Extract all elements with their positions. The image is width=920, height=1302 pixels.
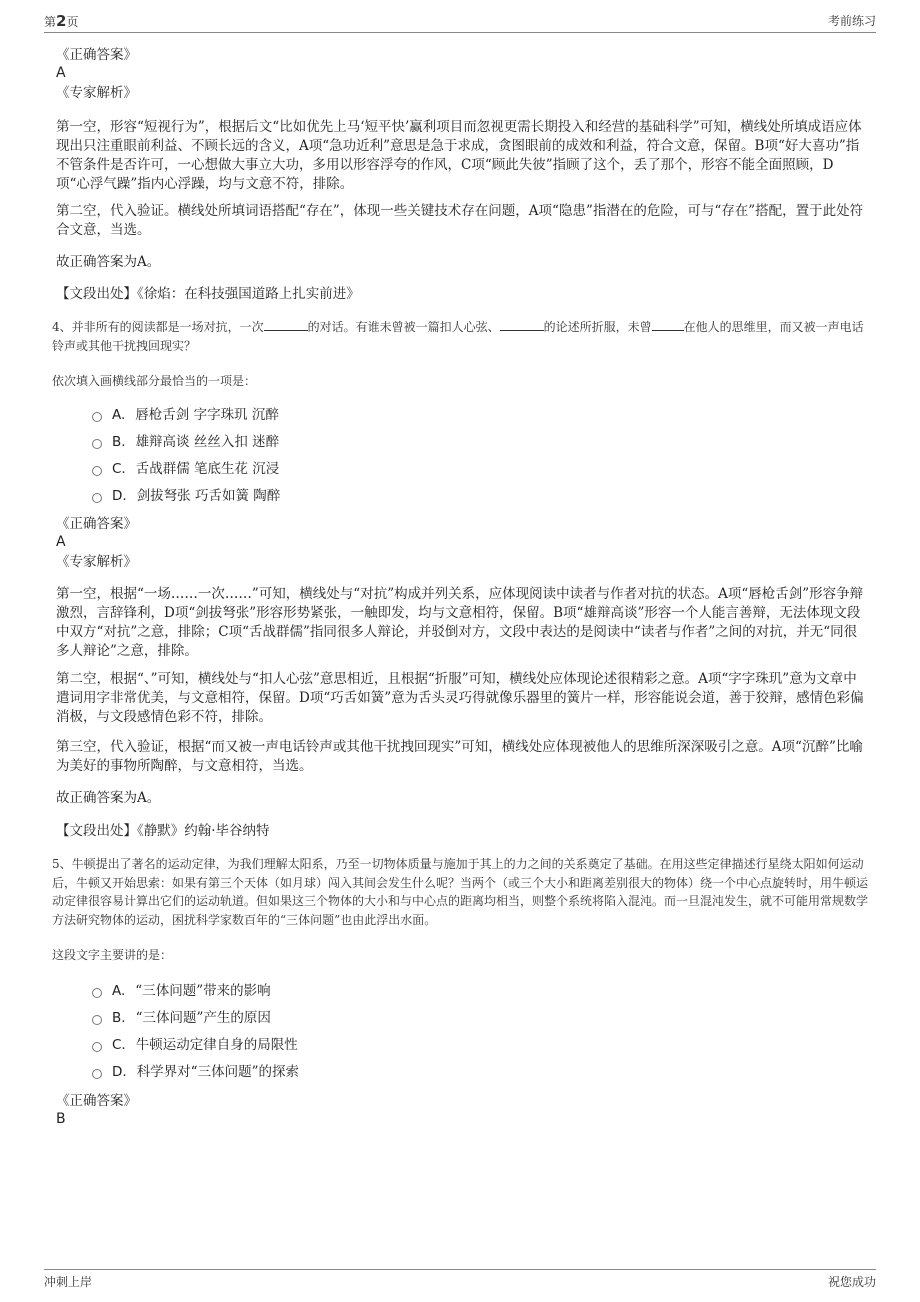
header-right-text: 考前练习 bbox=[827, 14, 876, 28]
option-c[interactable]: C. 牛顿运动定律自身的局限性 bbox=[92, 1035, 298, 1055]
footer-left-text: 冲刺上岸 bbox=[44, 1275, 93, 1289]
correct-answer-value: A bbox=[56, 534, 66, 550]
radio-icon[interactable] bbox=[92, 412, 102, 422]
correct-answer-label: 《正确答案》 bbox=[56, 1093, 137, 1109]
option-b[interactable]: B. 雄辩高谈 丝丝入扣 迷醉 bbox=[92, 432, 279, 452]
analysis-conclusion: 故正确答案为A。 bbox=[56, 790, 161, 806]
analysis-label: 《专家解析》 bbox=[56, 554, 137, 570]
radio-icon[interactable] bbox=[92, 1015, 102, 1025]
analysis-paragraph: 第一空，根据“一场……一次……”可知，横线处与“对抗”构成并列关系，应体现阅读中读者与作者对抗的状态。A项“唇枪舌剑”形容争辩激烈，言辞锋利，D项“剑拔弩张”形容形势紧张，一触即发，均与文意相符，保留。B项“雄辩高谈”形容一个人能言善辩，无法体现文段中双方“对抗”之意，排除；C项“舌战群儒”指同很多人辩论，并驳倒对方，文段中表达的是阅读中“读者与作者”之间的对抗，并无“同很多人辩论”之意，排除。 bbox=[56, 586, 864, 659]
option-d[interactable]: D. 科学界对“三体问题”的探索 bbox=[92, 1062, 299, 1082]
question-stem: 5、牛顿提出了著名的运动定律，为我们理解太阳系，乃至一切物体质量与施加于其上的力之间的关系奠定了基础。在用这些定律描述行星绕太阳如何运动后，牛顿又开始思索：如果有第三个天体（如月球）闯入其间会发生什么呢？当两个（或三个大小和距离差别很大的物体）绕一个中心点旋转时，用牛顿运动定律很容易计算出它们的运动轨道。但如果这三个物体的大小和与中心点的距离均相当，则整个系统将陷入混沌。而一旦混沌发生，就不可能用常规数学方法研究物体的运动，困扰科学家数百年的“三体问题”也由此浮出水面。 bbox=[52, 857, 869, 927]
analysis-paragraph: 第三空，代入验证，根据“而又被一声电话铃声或其他干扰拽回现实”可知，横线处应体现被他人的思维所深深吸引之意。A项“沉醉”比喻为美好的事物所陶醉，与文意相符，当选。 bbox=[56, 739, 863, 774]
page-footer bbox=[44, 1269, 876, 1295]
blank-line bbox=[652, 318, 684, 331]
analysis-paragraph: 第一空，形容“短视行为”，根据后文“比如优先上马‘短平快’赢利项目而忽视更需长期投入和经营的基础科学”可知，横线处所填成语应体现出只注重眼前利益、不顾长远的含义，A项“急功近利”意思是急于求成，贪图眼前的成效和利益，符合文意，保留。B项“好大喜功”指不管条件是否许可，一心想做大事立大功，多用以形容浮夸的作风，C项“顾此失彼”指顾了这个，丢了那个，形容不能全面照顾，D项“心浮气躁”指内心浮躁，均与文意不符，排除。 bbox=[56, 119, 862, 192]
radio-icon[interactable] bbox=[92, 439, 102, 449]
correct-answer-value: B bbox=[56, 1111, 66, 1127]
correct-answer-label: 《正确答案》 bbox=[56, 516, 137, 532]
radio-icon[interactable] bbox=[92, 1042, 102, 1052]
question-stem: 4、并非所有的阅读都是一场对抗，一次 的对话。有谁未曾被一篇扣人心弦、 的论述所折服，未曾 在他人的思维里，而又被一声电话铃声或其他干扰拽回现实？ bbox=[52, 320, 864, 353]
correct-answer-label: 《正确答案》 bbox=[56, 47, 137, 63]
question-prompt: 依次填入画横线部分最恰当的一项是： bbox=[52, 374, 257, 388]
option-b[interactable]: B. “三体问题”产生的原因 bbox=[92, 1008, 271, 1028]
passage-source: 【文段出处】《静默》约翰·毕谷纳特 bbox=[56, 823, 270, 839]
page-header bbox=[44, 12, 876, 33]
option-d[interactable]: D. 剑拔弩张 巧舌如簧 陶醉 bbox=[92, 486, 280, 506]
question-prompt: 这段文字主要讲的是： bbox=[52, 948, 173, 962]
analysis-paragraph: 第二空，根据“、”可知，横线处与“扣人心弦”意思相近，且根据“折服”可知，横线处应体现论述很精彩之意。A项“字字珠玑”意为文章中遣词用字非常优美，与文意相符，保留。D项“巧舌如簧”意为舌头灵巧得就像乐器里的簧片一样，形容能说会道，善于狡辩，感情色彩偏消极，与文段感情色彩不符，排除。 bbox=[56, 671, 864, 725]
analysis-label: 《专家解析》 bbox=[56, 85, 137, 101]
blank-line bbox=[264, 318, 308, 331]
radio-icon[interactable] bbox=[92, 988, 102, 998]
option-a[interactable]: A. 唇枪舌剑 字字珠玑 沉醉 bbox=[92, 405, 279, 425]
analysis-paragraph: 第二空，代入验证。横线处所填词语搭配“存在”，体现一些关键技术存在问题，A项“隐患”指潜在的危险，可与“存在”搭配，置于此处符合文意，当选。 bbox=[56, 203, 864, 238]
option-c[interactable]: C. 舌战群儒 笔底生花 沉浸 bbox=[92, 459, 279, 479]
analysis-conclusion: 故正确答案为A。 bbox=[56, 254, 161, 270]
page-number: 第2页 bbox=[44, 12, 79, 30]
footer-right-text: 祝您成功 bbox=[827, 1275, 876, 1289]
correct-answer-value: A bbox=[56, 65, 66, 81]
radio-icon[interactable] bbox=[92, 1069, 102, 1079]
passage-source: 【文段出处】《徐焰：在科技强国道路上扎实前进》 bbox=[56, 286, 360, 302]
option-a[interactable]: A. “三体问题”带来的影响 bbox=[92, 981, 271, 1001]
blank-line bbox=[500, 318, 544, 331]
radio-icon[interactable] bbox=[92, 493, 102, 503]
radio-icon[interactable] bbox=[92, 466, 102, 476]
